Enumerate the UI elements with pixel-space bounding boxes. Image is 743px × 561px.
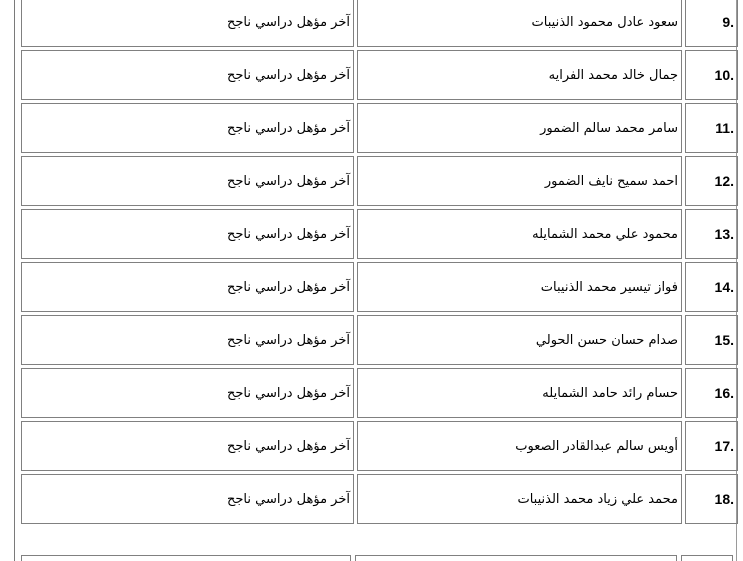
partial-qualification-cell [21,555,351,561]
partial-table-row [21,555,736,561]
page-left-border [14,0,15,561]
qualification-cell: آخر مؤهل دراسي ناجح [21,156,354,206]
qualification-cell: آخر مؤهل دراسي ناجح [21,421,354,471]
table-row [21,421,738,471]
table-row [21,209,738,259]
name-cell: سامر محمد سالم الضمور [357,103,682,153]
qualification-cell: آخر مؤهل دراسي ناجح [21,368,354,418]
row-number: 13. [714,225,734,242]
table-row [21,0,738,47]
row-number: 11. [715,119,734,136]
table-row [21,315,738,365]
name-cell: جمال خالد محمد الفرايه [357,50,682,100]
row-number: 16. [714,384,734,401]
table-row [21,103,738,153]
name-cell: احمد سميح نايف الضمور [357,156,682,206]
number-cell [685,0,738,47]
results-table [18,0,741,527]
name-cell: صدام حسان حسن الحولي [357,315,682,365]
table-row [21,474,738,524]
qualification-cell: آخر مؤهل دراسي ناجح [21,209,354,259]
partial-name-cell [355,555,677,561]
number-cell [685,315,738,365]
name-cell: محمد علي زياد محمد الذنيبات [357,474,682,524]
number-cell [685,262,738,312]
number-cell [685,156,738,206]
row-number: 17. [714,437,734,454]
name-cell: فواز تيسير محمد الذنيبات [357,262,682,312]
results-table-body [21,0,738,524]
number-cell [685,474,738,524]
row-number: 10. [714,66,734,83]
number-cell [685,368,738,418]
number-cell [685,209,738,259]
row-number: 15. [714,331,734,348]
table-row [21,156,738,206]
number-cell [685,50,738,100]
row-number: 9. [722,13,734,30]
row-number: 18. [714,490,734,507]
name-cell: حسام رائد حامد الشمايله [357,368,682,418]
name-cell: سعود عادل محمود الذنيبات [357,0,682,47]
qualification-cell: آخر مؤهل دراسي ناجح [21,474,354,524]
partial-number-cell [681,555,733,561]
row-number: 14. [714,278,734,295]
qualification-cell: آخر مؤهل دراسي ناجح [21,103,354,153]
name-cell: محمود علي محمد الشمايله [357,209,682,259]
number-cell [685,421,738,471]
qualification-cell: آخر مؤهل دراسي ناجح [21,315,354,365]
number-cell [685,103,738,153]
name-cell: أويس سالم عبدالقادر الصعوب [357,421,682,471]
table-row [21,50,738,100]
table-row [21,368,738,418]
qualification-cell: آخر مؤهل دراسي ناجح [21,262,354,312]
row-number: 12. [714,172,734,189]
qualification-cell: آخر مؤهل دراسي ناجح [21,50,354,100]
table-row [21,262,738,312]
qualification-cell: آخر مؤهل دراسي ناجح [21,0,354,47]
